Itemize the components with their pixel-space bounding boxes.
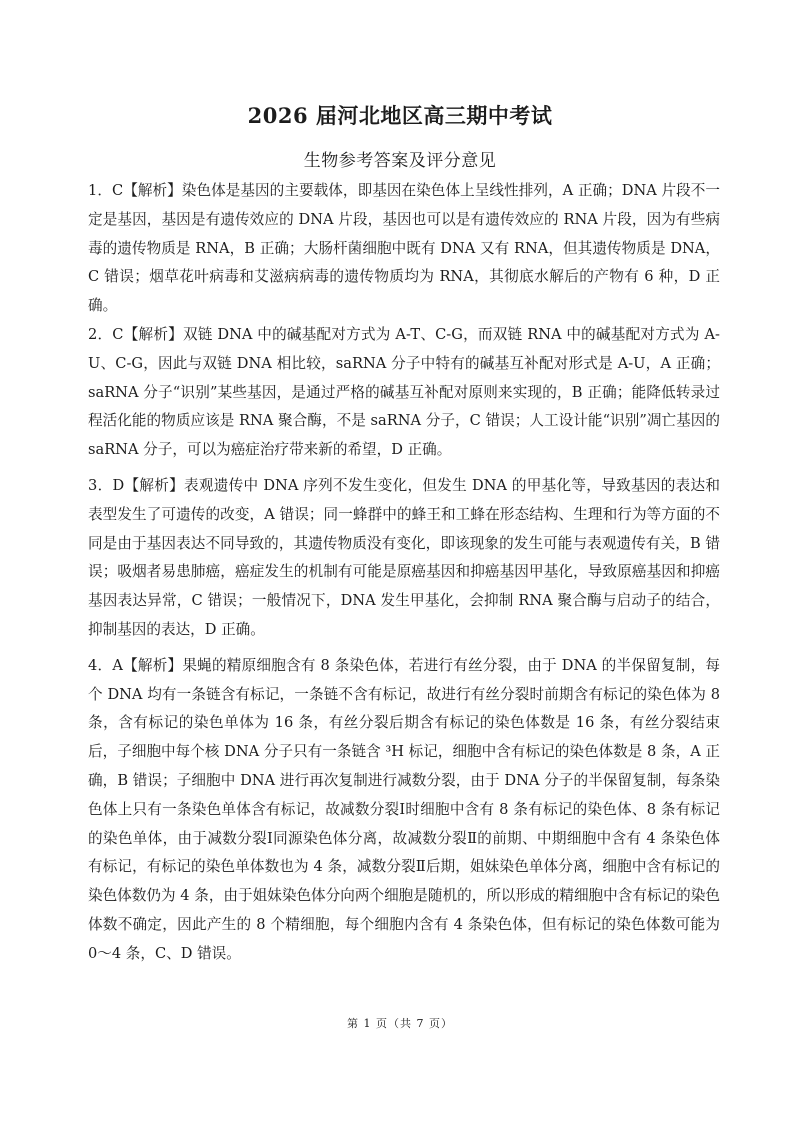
answer-item-1: 1．C【解析】染色体是基因的主要载体，即基因在染色体上呈线性排列，A 正确；DNA 片段不一定是基因，基因是有遗传效应的 DNA 片段，基因也可以是有遗传效应的 RNA 片段，因为有些病毒的遗传物质是 RNA，B 正确；大肠杆菌细胞中既有 DNA 又有 RNA，但其遗传物质是 DNA，C 错误；烟草花叶病毒和艾滋病病毒的遗传物质均为 RNA，其彻底水解后的产物有 6 种，D 正确。 xyxy=(88,182,720,315)
page-number: 第 1 页（共 7 页） xyxy=(347,1017,453,1030)
answer-item-3: 3．D【解析】表观遗传中 DNA 序列不发生变化，但发生 DNA 的甲基化等，导致基因的表达和表型发生了可遗传的改变，A 错误；同一蜂群中的蜂王和工蜂在形态结构、生理和行为等方面的不同是由于基因表达不同导致的，其遗传物质没有变化，即该现象的发生可能与表观遗传有关，B 错误；吸烟者易患肺癌，癌症发生的机制有可能是原癌基因和抑癌基因甲基化，导致原癌基因和抑癌基因表达异常，C 错误；一般情况下，DNA 发生甲基化，会抑制 RNA 聚合酶与启动子的结合，抑制基因的表达，D 正确。 xyxy=(88,476,720,638)
answer-key-subtitle: 生物参考答案及评分意见 xyxy=(303,151,497,171)
exam-title: 2026 届河北地区高三期中考试 xyxy=(247,103,553,128)
answer-list xyxy=(88,177,720,969)
answer-item-2: 2．C【解析】双链 DNA 中的碱基配对方式为 A-T、C-G，而双链 RNA 中的碱基配对方式为 A-U、C-G，因此与双链 DNA 相比较，saRNA 分子中特有的碱基互补配对形式是 A-U，A 正确；saRNA 分子“识别”某些基因，是通过严格的碱基互补配对原则来实现的，B 正确；能降低转录过程活化能的物质应该是 RNA 聚合酶，不是 saRNA 分子，C 错误；人工设计能“识别”凋亡基因的 saRNA 分子，可以为癌症治疗带来新的希望，D 正确。 xyxy=(88,325,720,459)
answer-item-4: 4．A【解析】果蝇的精原细胞含有 8 条染色体，若进行有丝分裂，由于 DNA 的半保留复制，每个 DNA 均有一条链含有标记，一条链不含有标记，故进行有丝分裂时前期含有标记的染色体为 8 条，含有标记的染色单体为 16 条，有丝分裂后期含有标记的染色体数是 16 条，有丝分裂结束后，子细胞中每个核 DNA 分子只有一条链含 ³H 标记，细胞中含有标记的染色体数是 8 条，A 正确，B 错误；子细胞中 DNA 进行再次复制进行减数分裂，由于 DNA 分子的半保留复制，每条染色体上只有一条染色单体含有标记，故减数分裂Ⅰ时细胞中含有 8 条有标记的染色体、8 条有标记的染色单体，由于减数分裂Ⅰ同源染色体分离，故减数分裂Ⅱ的前期、中期细胞中含有 4 条染色体有标记，有标记的染色单体数也为 4 条，减数分裂Ⅱ后期，姐妹染色单体分离，细胞中含有标记的染色体数仍为 4 条，由于姐妹染色体分向两个细胞是随机的，所以形成的精细胞中含有标记的染色体数不确定，因此产生的 8 个精细胞，每个细胞内含有 4 条染色体，但有标记的染色体数可能为 0～4 条，C、D 错误。 xyxy=(88,656,720,962)
